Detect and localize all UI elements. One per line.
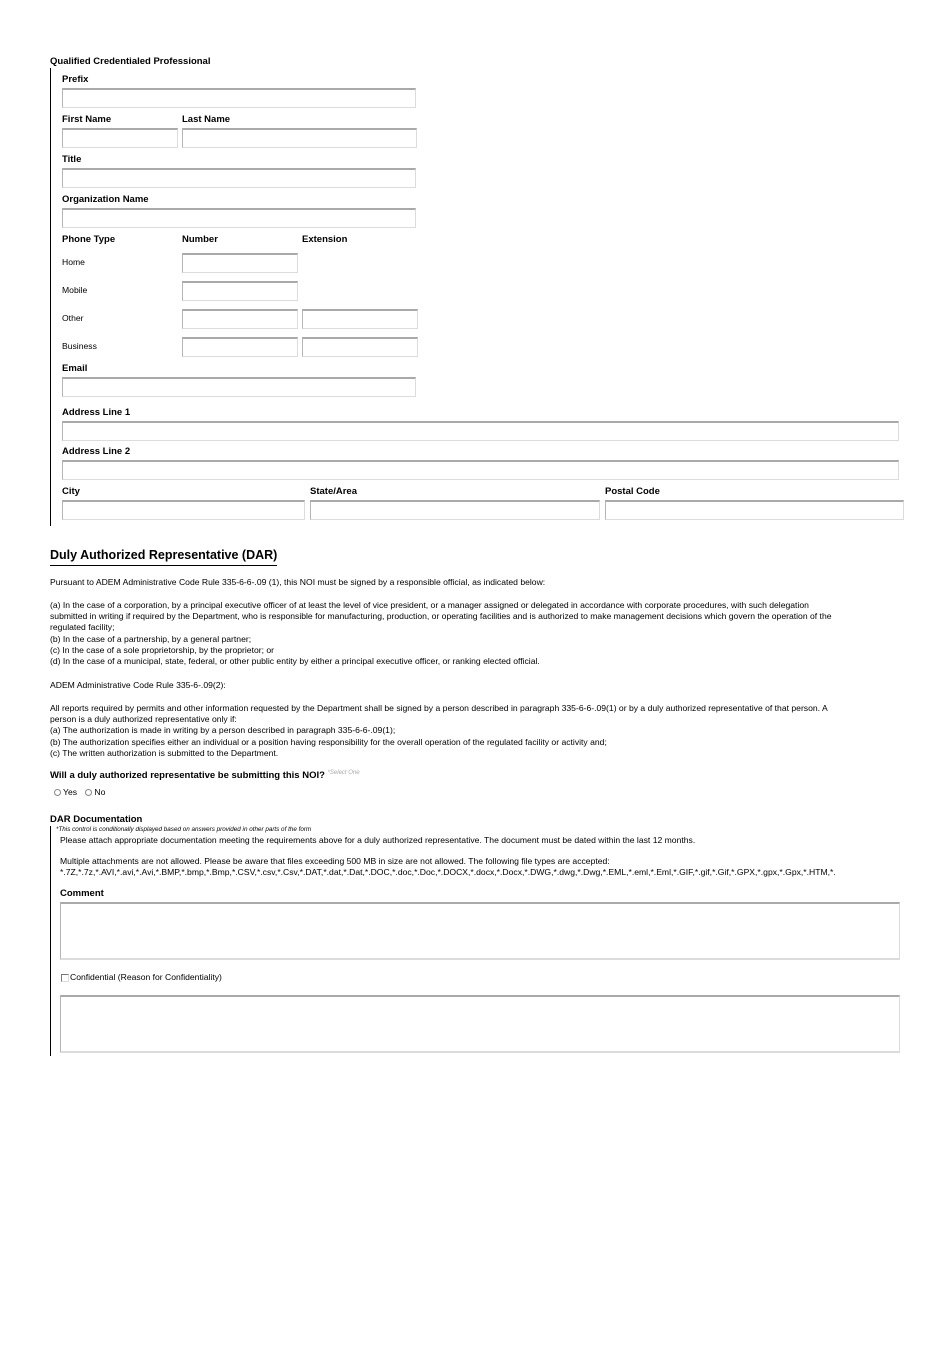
phone-type-mobile: Mobile: [62, 285, 88, 295]
business-number-input[interactable]: [182, 337, 298, 357]
conditional-note: *This control is conditionally displayed based on answers provided in other parts of the form: [56, 826, 312, 833]
postal-code-label: Postal Code: [605, 486, 660, 497]
no-radio[interactable]: [85, 789, 92, 796]
yes-option[interactable]: [54, 787, 77, 797]
dar-question-text: Will a duly authorized representative be submitting this NOI?: [50, 770, 325, 781]
doc-section-border: [50, 826, 51, 1056]
no-option[interactable]: [85, 787, 105, 797]
section-border: [50, 68, 51, 526]
dar-radio-group: [54, 787, 105, 797]
rule-line: (a) The authorization is made in writing by a person described in paragraph 335-6-6-.09(1);: [50, 725, 396, 736]
business-extension-input[interactable]: [302, 337, 418, 357]
rule-line: (b) The authorization specifies either an individual or a position having responsibility for the overall operation of the regulated facility or activity and;: [50, 736, 607, 747]
prefix-input[interactable]: [62, 88, 416, 108]
rule-line: (b) In the case of a partnership, by a general partner;: [50, 633, 252, 644]
confidential-checkbox[interactable]: [61, 974, 69, 982]
mobile-number-input[interactable]: [182, 281, 298, 301]
rule-line: regulated facility;: [50, 622, 115, 633]
home-number-input[interactable]: [182, 253, 298, 273]
rule-line: (d) In the case of a municipal, state, federal, or other public entity by either a principal executive officer, or ranking elected official.: [50, 656, 540, 667]
last-name-input[interactable]: [182, 128, 417, 148]
comment-textarea[interactable]: [60, 902, 900, 960]
dar-rules-b: [50, 703, 900, 759]
title-label: Title: [62, 154, 82, 165]
postal-code-input[interactable]: [605, 500, 904, 520]
phone-type-home: Home: [62, 257, 85, 267]
dar-intro: Pursuant to ADEM Administrative Code Rule 335-6-6-.09 (1), this NOI must be signed by a responsible official, as indicated below:: [50, 577, 546, 587]
confidential-option[interactable]: [61, 972, 222, 982]
email-input[interactable]: [62, 377, 416, 397]
no-label: No: [94, 787, 106, 797]
city-label: City: [62, 486, 80, 497]
rule-2-title: ADEM Administrative Code Rule 335-6-.09(2):: [50, 680, 226, 690]
confidential-label: Confidential (Reason for Confidentiality): [70, 972, 222, 982]
dar-question: [50, 770, 360, 781]
attachment-note: Multiple attachments are not allowed. Please be aware that files exceeding 500 MB in size are not allowed. The following file types are accepted:: [60, 856, 610, 866]
city-input[interactable]: [62, 500, 305, 520]
rule-line: (c) In the case of a sole proprietorship, by the proprietor; or: [50, 644, 275, 655]
yes-label: Yes: [63, 787, 78, 797]
dar-documentation-heading: DAR Documentation: [50, 814, 143, 825]
address-line-1-label: Address Line 1: [62, 407, 131, 418]
prefix-label: Prefix: [62, 74, 89, 85]
last-name-label: Last Name: [182, 114, 231, 125]
confidential-reason-textarea[interactable]: [60, 995, 900, 1053]
select-one-hint: *Select One: [327, 770, 360, 776]
other-number-input[interactable]: [182, 309, 298, 329]
yes-radio[interactable]: [54, 789, 61, 796]
number-label: Number: [182, 234, 218, 245]
title-input[interactable]: [62, 168, 416, 188]
dar-heading: Duly Authorized Representative (DAR): [50, 548, 277, 566]
rule-line: submitted in writing if required by the Department, who is responsible for manufacturing, production, or operating facilities and is authorized to make management decisions which govern the operation of the: [50, 611, 832, 622]
doc-instructions: Please attach appropriate documentation meeting the requirements above for a duly authorized representative. The document must be dated within the last 12 months.: [60, 835, 696, 845]
accepted-file-types: *.7Z,*.7z,*.AVI,*.avi,*.Avi,*.BMP,*.bmp,*.Bmp,*.CSV,*.csv,*.Csv,*.DAT,*.dat,*.Dat,*.DOC,*.doc,*.Doc,*.DOCX,*.docx,*.Docx,*.DWG,*.dwg,*.Dwg,*.EML,*.eml,*.Eml,*.GIF,*.gif,*.Gif,*.GPX,*.gpx,*.Gpx,*.HTM,*.: [60, 867, 836, 877]
other-extension-input[interactable]: [302, 309, 418, 329]
organization-label: Organization Name: [62, 194, 149, 205]
phone-type-label: Phone Type: [62, 234, 116, 245]
organization-input[interactable]: [62, 208, 416, 228]
first-name-input[interactable]: [62, 128, 178, 148]
email-label: Email: [62, 363, 88, 374]
address-line-1-input[interactable]: [62, 421, 899, 441]
state-input[interactable]: [310, 500, 600, 520]
rule-line: All reports required by permits and other information requested by the Department shall be signed by a person described in paragraph 335-6-6-.09(1) or by a duly authorized representative of that person. A: [50, 703, 828, 713]
state-label: State/Area: [310, 486, 357, 497]
rule-line: (a) In the case of a corporation, by a principal executive officer of at least the level of vice president, or a manager assigned or delegated in accordance with corporate procedures, with such delegation: [50, 600, 809, 610]
address-line-2-label: Address Line 2: [62, 446, 131, 457]
phone-type-business: Business: [62, 341, 97, 351]
qcp-heading: Qualified Credentialed Professional: [50, 56, 211, 67]
phone-type-other: Other: [62, 313, 84, 323]
rule-line: person is a duly authorized representative only if:: [50, 714, 237, 725]
address-line-2-input[interactable]: [62, 460, 899, 480]
dar-rules-a: [50, 600, 900, 667]
extension-label: Extension: [302, 234, 348, 245]
rule-line: (c) The written authorization is submitted to the Department.: [50, 747, 279, 758]
first-name-label: First Name: [62, 114, 112, 125]
comment-label: Comment: [60, 888, 104, 899]
